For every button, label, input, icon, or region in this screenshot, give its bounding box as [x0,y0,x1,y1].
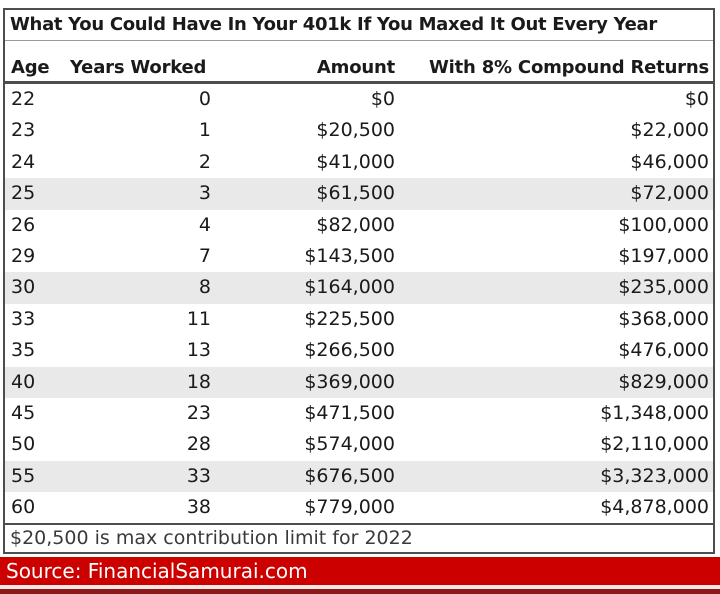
table-row [5,461,713,492]
table-row [5,492,713,523]
table-row [5,84,713,115]
years-worked-cell: 38 [186,496,211,519]
compound-returns-cell: $100,000 [618,213,709,236]
compound-returns-cell: $3,323,000 [600,464,709,487]
table-row [5,210,713,241]
years-worked-cell: 2 [198,150,211,173]
years-worked-cell: 7 [198,244,211,267]
amount-cell: $574,000 [304,433,395,456]
years-worked-cell: 13 [186,339,211,362]
age-cell: 23 [11,119,36,142]
table-row [5,335,713,366]
age-cell: 22 [11,88,36,110]
column-header-amount: Amount [316,57,395,78]
compound-returns-cell: $0 [684,88,709,110]
compound-returns-cell: $1,348,000 [600,401,709,424]
age-cell: 29 [11,244,36,267]
column-header-years: Years Worked [70,57,207,78]
table-row [5,272,713,303]
chart-title: What You Could Have In Your 401k If You Maxed It Out Every Year [5,10,713,41]
years-worked-cell: 18 [186,370,211,393]
amount-cell: $225,500 [304,307,395,330]
amount-cell: $266,500 [304,339,395,362]
years-worked-cell: 23 [186,401,211,424]
amount-cell: $369,000 [304,370,395,393]
table-row [5,304,713,335]
table-frame [3,8,715,554]
years-worked-cell: 1 [198,119,211,142]
age-cell: 26 [11,213,36,236]
compound-returns-cell: $2,110,000 [600,433,709,456]
table-row [5,178,713,209]
amount-cell: $676,500 [304,464,395,487]
years-worked-cell: 28 [186,433,211,456]
amount-cell: $143,500 [304,244,395,267]
age-cell: 24 [11,150,36,173]
age-cell: 33 [11,307,36,330]
compound-returns-cell: $197,000 [618,244,709,267]
age-cell: 30 [11,276,36,299]
amount-cell: $61,500 [316,182,395,205]
amount-cell: $20,500 [316,119,395,142]
age-cell: 35 [11,339,36,362]
table-body [5,84,713,523]
compound-returns-cell: $46,000 [630,150,709,173]
compound-returns-cell: $235,000 [618,276,709,299]
amount-cell: $471,500 [304,401,395,424]
table-row [5,429,713,460]
years-worked-cell: 0 [198,88,211,110]
compound-returns-cell: $22,000 [630,119,709,142]
source-bar: Source: FinancialSamurai.com [0,557,720,585]
table-header-row [5,41,713,84]
compound-returns-cell: $476,000 [618,339,709,362]
years-worked-cell: 11 [186,307,211,330]
compound-returns-cell: $4,878,000 [600,496,709,519]
compound-returns-cell: $368,000 [618,307,709,330]
amount-cell: $41,000 [316,150,395,173]
table-row [5,367,713,398]
age-cell: 45 [11,401,36,424]
years-worked-cell: 4 [198,213,211,236]
amount-cell: $779,000 [304,496,395,519]
bottom-strip-dark [0,589,720,594]
compound-returns-cell: $829,000 [618,370,709,393]
compound-returns-cell: $72,000 [630,182,709,205]
table-row [5,115,713,146]
age-cell: 40 [11,370,36,393]
column-header-compound: With 8% Compound Returns [429,57,709,78]
age-cell: 50 [11,433,36,456]
footnote: $20,500 is max contribution limit for 2022 [5,523,713,552]
table-row [5,398,713,429]
age-cell: 25 [11,182,36,205]
amount-cell: $164,000 [304,276,395,299]
years-worked-cell: 3 [198,182,211,205]
years-worked-cell: 8 [198,276,211,299]
column-header-age: Age [11,57,50,78]
amount-cell: $0 [370,88,395,110]
age-cell: 55 [11,464,36,487]
age-cell: 60 [11,496,36,519]
table-row [5,147,713,178]
table-row [5,241,713,272]
years-worked-cell: 33 [186,464,211,487]
amount-cell: $82,000 [316,213,395,236]
